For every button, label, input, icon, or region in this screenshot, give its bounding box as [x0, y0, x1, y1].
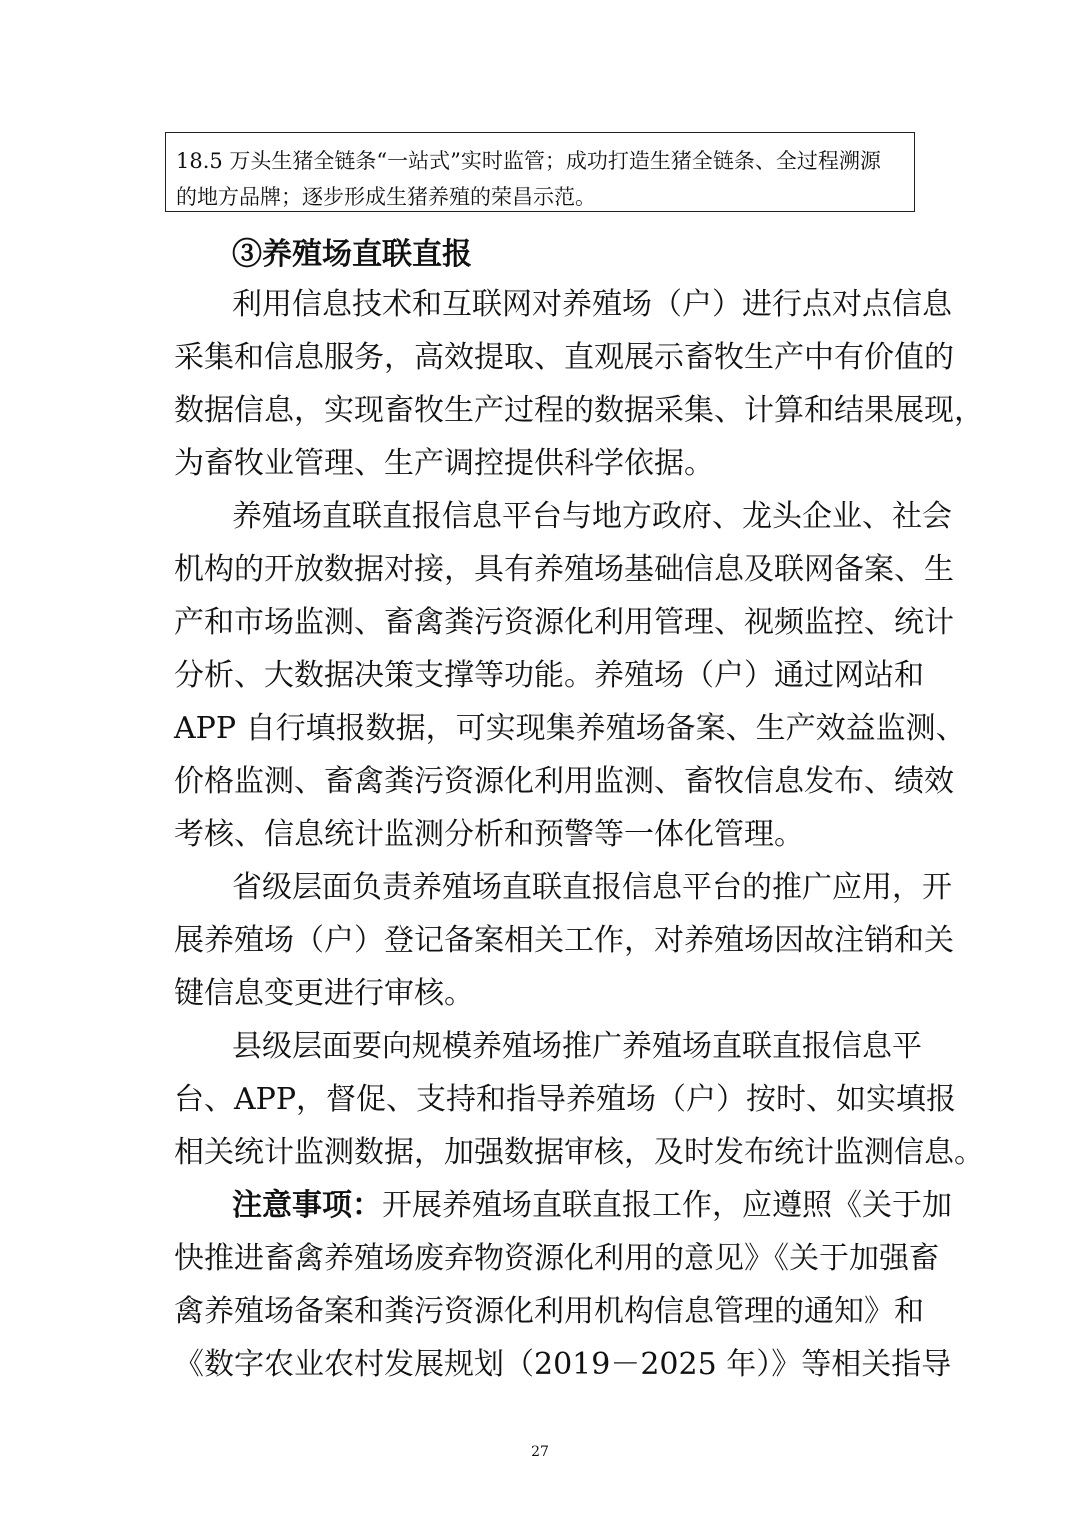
body-line: 采集和信息服务，高效提取、直观展示畜牧生产中有价值的	[174, 340, 954, 375]
body-line: APP 自行填报数据，可实现集养殖场备案、生产效益监测、	[174, 711, 966, 746]
body-line: 省级层面负责养殖场直联直报信息平台的推广应用，开	[232, 870, 952, 905]
notice-line: 禽养殖场备案和粪污资源化利用机构信息管理的通知》和	[174, 1294, 924, 1329]
body-line: 分析、大数据决策支撑等功能。养殖场（户）通过网站和	[174, 658, 924, 693]
section-heading: ③养殖场直联直报	[232, 237, 472, 272]
notice-label: 注意事项：	[232, 1188, 382, 1223]
notice-first-text: 开展养殖场直联直报工作，应遵照《关于加	[382, 1188, 952, 1223]
notice-line: 《数字农业农村发展规划（2019－2025 年）》等相关指导	[174, 1347, 952, 1382]
body-line: 相关统计监测数据，加强数据审核，及时发布统计监测信息。	[174, 1135, 984, 1170]
body-line: 键信息变更进行审核。	[174, 976, 474, 1011]
page-number: 27	[531, 1444, 549, 1460]
body-line: 数据信息，实现畜牧生产过程的数据采集、计算和结果展现，	[174, 393, 984, 428]
body-line: 展养殖场（户）登记备案相关工作，对养殖场因故注销和关	[174, 923, 954, 958]
body-line: 县级层面要向规模养殖场推广养殖场直联直报信息平	[232, 1029, 922, 1064]
body-line: 价格监测、畜禽粪污资源化利用监测、畜牧信息发布、绩效	[174, 764, 954, 799]
notice-line: 快推进畜禽养殖场废弃物资源化利用的意见》《关于加强畜	[174, 1241, 939, 1276]
body-line: 机构的开放数据对接，具有养殖场基础信息及联网备案、生	[174, 552, 954, 587]
body-line: 为畜牧业管理、生产调控提供科学依据。	[174, 446, 714, 481]
boxed-case-note	[165, 132, 915, 212]
boxed-note-line-1: 18.5 万头生猪全链条“一站式”实时监管；成功打造生猪全链条、全过程溯源	[176, 149, 881, 173]
boxed-note-line-2: 的地方品牌；逐步形成生猪养殖的荣昌示范。	[176, 185, 596, 209]
body-line: 利用信息技术和互联网对养殖场（户）进行点对点信息	[232, 287, 952, 322]
body-line: 考核、信息统计监测分析和预警等一体化管理。	[174, 817, 804, 852]
body-line: 养殖场直联直报信息平台与地方政府、龙头企业、社会	[232, 499, 952, 534]
notice-first-line	[232, 1186, 952, 1226]
body-line: 台、APP，督促、支持和指导养殖场（户）按时、如实填报	[174, 1082, 957, 1117]
body-line: 产和市场监测、畜禽粪污资源化利用管理、视频监控、统计	[174, 605, 954, 640]
